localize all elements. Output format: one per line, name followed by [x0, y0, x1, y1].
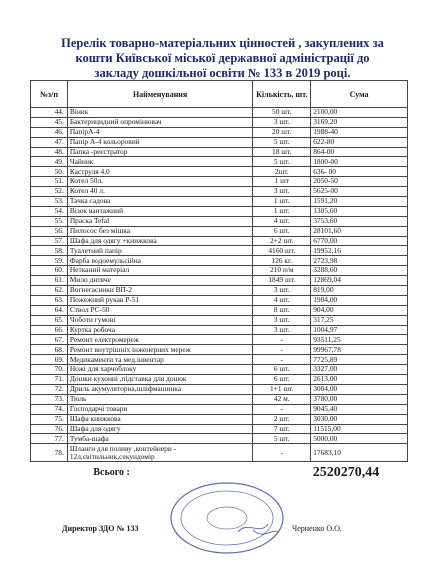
- row-sum: 622-80: [311, 137, 408, 147]
- row-quantity: 1 шт.: [253, 197, 311, 207]
- row-sum: 1800-00: [311, 157, 408, 167]
- table-row: [31, 375, 408, 385]
- table-row: [31, 206, 408, 216]
- row-name: ПапірА-4: [67, 127, 253, 137]
- official-stamp: [168, 480, 286, 556]
- row-number: 65.: [31, 315, 68, 325]
- row-name: Туалетний папір: [67, 246, 253, 256]
- row-number: 68.: [31, 345, 68, 355]
- table-row: [31, 335, 408, 345]
- row-number: 48.: [31, 147, 68, 157]
- row-sum: 2723,98: [311, 256, 408, 266]
- row-name: Медикаменти та мед.інвентар: [67, 355, 253, 365]
- row-quantity: 2 шт.: [253, 414, 311, 424]
- row-quantity: 3 шт.: [253, 286, 311, 296]
- row-number: 60.: [31, 266, 68, 276]
- table-row: [31, 444, 408, 462]
- row-quantity: 1 шт: [253, 177, 311, 187]
- inventory-table: [30, 80, 408, 484]
- table-row: [31, 177, 408, 187]
- row-number: 67.: [31, 335, 68, 345]
- row-quantity: 6 шт.: [253, 375, 311, 385]
- row-name: Шафа книжкова: [67, 414, 253, 424]
- table-row: [31, 157, 408, 167]
- table-row: [31, 266, 408, 276]
- table-row: [31, 216, 408, 226]
- row-number: 53.: [31, 197, 68, 207]
- row-number: 45.: [31, 117, 68, 127]
- header-sum: Сума: [311, 81, 408, 108]
- row-quantity: 3 шт.: [253, 187, 311, 197]
- row-sum: 93511,25: [311, 335, 408, 345]
- row-sum: 11515,00: [311, 424, 408, 434]
- row-name: Господарчі товари: [67, 404, 253, 414]
- table-row: [31, 137, 408, 147]
- row-sum: 3780,00: [311, 394, 408, 404]
- row-quantity: -: [253, 404, 311, 414]
- row-name: Віник: [67, 108, 253, 118]
- row-name: Шафа для одягу +книжкова: [67, 236, 253, 246]
- table-row: [31, 246, 408, 256]
- row-sum: 636- 00: [311, 167, 408, 177]
- director-label: Директор ЗДО № 133: [62, 524, 139, 533]
- row-name: Дриль акумуляторна,шліфмашинка: [67, 384, 253, 394]
- row-name: Тюль: [67, 394, 253, 404]
- row-sum: 819,00: [311, 286, 408, 296]
- row-quantity: 2+2 шт.: [253, 236, 311, 246]
- row-quantity: 7 шт.: [253, 424, 311, 434]
- row-sum: 3004,00: [311, 384, 408, 394]
- table-row: [31, 256, 408, 266]
- row-number: 55.: [31, 216, 68, 226]
- row-quantity: 5 шт.: [253, 434, 311, 444]
- table-row: [31, 167, 408, 177]
- row-sum: 2613,00: [311, 375, 408, 385]
- row-quantity: 1 шт.: [253, 206, 311, 216]
- table-row: [31, 404, 408, 414]
- table-row: [31, 355, 408, 365]
- row-quantity: 18 шт.: [253, 147, 311, 157]
- row-sum: 5625-00: [311, 187, 408, 197]
- row-name: Ремонт електромереж: [67, 335, 253, 345]
- row-quantity: 3 шт.: [253, 325, 311, 335]
- row-quantity: 20 шт.: [253, 127, 311, 137]
- row-name: Куртка робоча: [67, 325, 253, 335]
- table-row: [31, 424, 408, 434]
- row-sum: 7725,89: [311, 355, 408, 365]
- row-sum: 1305,60: [311, 206, 408, 216]
- table-body: [31, 108, 408, 462]
- row-quantity: 8 шт.: [253, 305, 311, 315]
- row-quantity: 50 шт.: [253, 108, 311, 118]
- row-name: Тумба-шафа: [67, 434, 253, 444]
- row-quantity: 126 кг.: [253, 256, 311, 266]
- row-sum: 2050-50: [311, 177, 408, 187]
- row-number: 73.: [31, 394, 68, 404]
- row-number: 69.: [31, 355, 68, 365]
- row-sum: 317,25: [311, 315, 408, 325]
- row-quantity: -: [253, 345, 311, 355]
- header-quantity: Кількість, шт.: [253, 81, 311, 108]
- row-number: 66.: [31, 325, 68, 335]
- row-quantity: 42 м.: [253, 394, 311, 404]
- table-row: [31, 365, 408, 375]
- table-row: [31, 384, 408, 394]
- row-number: 70.: [31, 365, 68, 375]
- row-quantity: 3 шт.: [253, 315, 311, 325]
- row-sum: 864-00: [311, 147, 408, 157]
- row-number: 44.: [31, 108, 68, 118]
- row-name: Візок вантажний: [67, 206, 253, 216]
- row-sum: 19952,16: [311, 246, 408, 256]
- title-line-3: закладу дошкільної освіти № 133 в 2019 році.: [94, 66, 351, 80]
- row-name: Папір А-4 кольоровий: [67, 137, 253, 147]
- row-name: Котел 40 л.: [67, 187, 253, 197]
- row-quantity: 6 шт.: [253, 365, 311, 375]
- row-name: Пожежний рукав Р-51: [67, 295, 253, 305]
- table-row: [31, 325, 408, 335]
- row-name: Ремонт внутрішніх інженерних мереж: [67, 345, 253, 355]
- row-name: Мило дитяче: [67, 276, 253, 286]
- row-number: 54.: [31, 206, 68, 216]
- table-row: [31, 295, 408, 305]
- table-row: [31, 117, 408, 127]
- row-sum: 6770,00: [311, 236, 408, 246]
- table-row: [31, 187, 408, 197]
- row-sum: 99967,78: [311, 345, 408, 355]
- total-label: Всього :: [93, 467, 130, 479]
- row-sum: 1904,00: [311, 295, 408, 305]
- row-number: 49.: [31, 157, 68, 167]
- row-name: Чоботи гумові: [67, 315, 253, 325]
- row-name: Ствол РС-50: [67, 305, 253, 315]
- row-number: 47.: [31, 137, 68, 147]
- table-row: [31, 414, 408, 424]
- row-name: Шланги для поливу ,контейнери - 12л,світильник,секундомір: [67, 444, 253, 462]
- row-quantity: -: [253, 444, 311, 462]
- row-quantity: 4160 шт.: [253, 246, 311, 256]
- table-row: [31, 394, 408, 404]
- row-quantity: 6 шт.: [253, 226, 311, 236]
- row-number: 51.: [31, 177, 68, 187]
- table-row: [31, 127, 408, 137]
- row-number: 56.: [31, 226, 68, 236]
- row-name: Котел 50л.: [67, 177, 253, 187]
- table-row: [31, 108, 408, 118]
- row-quantity: -: [253, 335, 311, 345]
- row-number: 62.: [31, 286, 68, 296]
- row-sum: 904,00: [311, 305, 408, 315]
- row-sum: 28101,60: [311, 226, 408, 236]
- table-row: [31, 315, 408, 325]
- row-number: 52.: [31, 187, 68, 197]
- row-sum: 5000,00: [311, 434, 408, 444]
- row-number: 77.: [31, 434, 68, 444]
- row-name: Каструля 4,0: [67, 167, 253, 177]
- header-number: №з/п: [31, 81, 68, 108]
- row-number: 71.: [31, 375, 68, 385]
- row-sum: 3753,60: [311, 216, 408, 226]
- row-sum: 3169,20: [311, 117, 408, 127]
- row-name: Праска Tefal: [67, 216, 253, 226]
- row-number: 72.: [31, 384, 68, 394]
- title-line-1: Перелік товарно-матеріальних цінностей , закуплених за: [61, 36, 384, 50]
- row-number: 50.: [31, 167, 68, 177]
- row-sum: 3030,00: [311, 414, 408, 424]
- title-line-2: кошти Київської міської державної адміністрації до: [75, 51, 370, 65]
- row-number: 63.: [31, 295, 68, 305]
- row-quantity: 1849 шт.: [253, 276, 311, 286]
- row-quantity: 210 п/м: [253, 266, 311, 276]
- row-sum: 1004,97: [311, 325, 408, 335]
- footer: [62, 524, 362, 533]
- row-number: 78.: [31, 444, 68, 462]
- row-quantity: -: [253, 355, 311, 365]
- signer-name: Черненко О.О.: [292, 524, 342, 533]
- row-number: 76.: [31, 424, 68, 434]
- row-number: 64.: [31, 305, 68, 315]
- row-quantity: 4 шт.: [253, 216, 311, 226]
- table-row: [31, 276, 408, 286]
- table-row: [31, 305, 408, 315]
- row-quantity: 4 шт.: [253, 295, 311, 305]
- row-number: 58.: [31, 246, 68, 256]
- table-row: [31, 286, 408, 296]
- row-sum: 12869,04: [311, 276, 408, 286]
- row-sum: 3288,60: [311, 266, 408, 276]
- table-header-row: [31, 81, 408, 108]
- row-quantity: 2шт.: [253, 167, 311, 177]
- row-name: Чайник: [67, 157, 253, 167]
- row-name: Вогнегасники ВП-2: [67, 286, 253, 296]
- row-name: Дошки кухонні ,підставка для дошок: [67, 375, 253, 385]
- row-name: Ножі для харчоблоку: [67, 365, 253, 375]
- row-number: 75.: [31, 414, 68, 424]
- table-row: [31, 226, 408, 236]
- row-name: Нетканий матеріал: [67, 266, 253, 276]
- row-sum: 1988-40: [311, 127, 408, 137]
- row-number: 61.: [31, 276, 68, 286]
- table-row: [31, 434, 408, 444]
- row-name: Шафа для одягу: [67, 424, 253, 434]
- document-title: [40, 36, 405, 81]
- row-number: 57.: [31, 236, 68, 246]
- row-name: Папка -реєстратор: [67, 147, 253, 157]
- row-quantity: 3 шт.: [253, 117, 311, 127]
- row-number: 59.: [31, 256, 68, 266]
- row-quantity: 5 шт.: [253, 137, 311, 147]
- total-value: 2520270,44: [312, 465, 380, 481]
- row-number: 74.: [31, 404, 68, 414]
- row-quantity: 5 шт.: [253, 157, 311, 167]
- table-row: [31, 236, 408, 246]
- row-quantity: 1+1 шт.: [253, 384, 311, 394]
- row-sum: 17683,10: [311, 444, 408, 462]
- row-name: Фарба водоемульсійна: [67, 256, 253, 266]
- row-name: Пилосос без мішка: [67, 226, 253, 236]
- row-sum: 2100,00: [311, 108, 408, 118]
- row-sum: 9045,40: [311, 404, 408, 414]
- table-row: [31, 147, 408, 157]
- row-number: 46.: [31, 127, 68, 137]
- row-sum: 1591,20: [311, 197, 408, 207]
- table-row: [31, 197, 408, 207]
- row-sum: 3327,00: [311, 365, 408, 375]
- header-name: Найменування: [67, 81, 253, 108]
- row-name: Бактерицидний опромінювач: [67, 117, 253, 127]
- row-name: Тачка садова: [67, 197, 253, 207]
- table-row: [31, 345, 408, 355]
